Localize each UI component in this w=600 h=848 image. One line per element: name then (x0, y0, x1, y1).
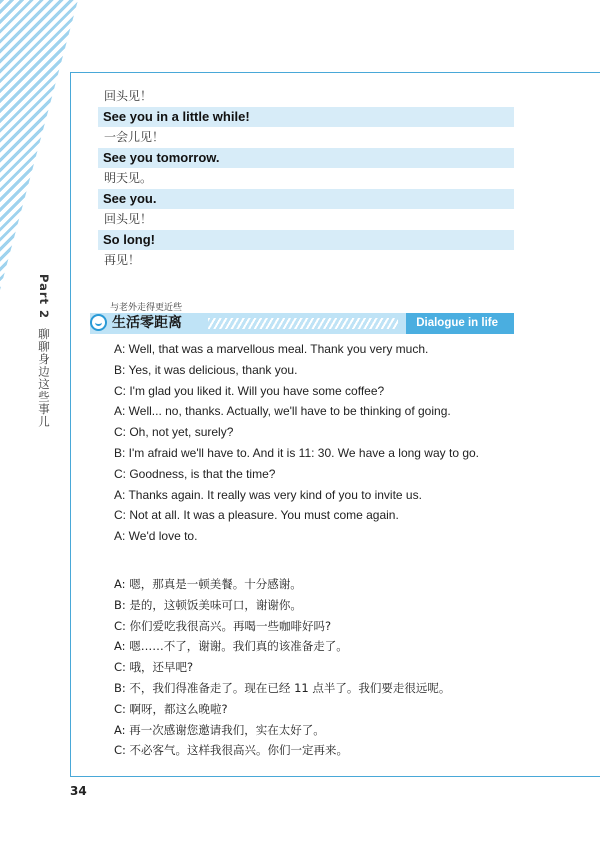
side-chapter-label (36, 274, 52, 428)
phrase-zh: 回头见！ (104, 212, 153, 226)
phrase-zh: 明天见。 (104, 171, 153, 185)
phrase-zh: 一会儿见！ (104, 130, 165, 144)
dialogue-line-en: B: Yes, it was delicious, thank you. (114, 362, 298, 377)
dialogue-spacer (114, 547, 534, 574)
dialogue-line-en: A: Well... no, thanks. Actually, we'll have to be thinking of going. (114, 404, 451, 419)
smiley-icon (90, 314, 107, 331)
dialogue-line-en: A: Well, that was a marvellous meal. Thank you very much. (114, 342, 429, 356)
side-part-label: Part 2 (37, 274, 51, 320)
dialogue-line-zh: B: 是的，这顿饭美味可口，谢谢你。 (114, 597, 302, 612)
dialogue-line-en: C: Not at all. It was a pleasure. You must come again. (114, 508, 399, 523)
dialogue-line-zh: B: 不，我们得准备走了。现在已经 11 点半了。我们要走很远呢。 (114, 680, 451, 695)
frame-top-line (70, 72, 600, 73)
dialogue-line-zh: A: 嗯……不了，谢谢。我们真的该准备走了。 (114, 639, 348, 654)
dialogue-line-zh: A: 再一次感谢您邀请我们，实在太好了。 (114, 722, 325, 737)
corner-stripe-decoration (0, 0, 78, 290)
phrase-zh: 再见！ (104, 253, 141, 267)
dialogue-line-en: C: I'm glad you liked it. Will you have some coffee? (114, 383, 385, 398)
dialogue-line-en: A: Thanks again. It really was very kind of you to invite us. (114, 487, 422, 502)
section-title-en: Dialogue in life (406, 313, 514, 334)
dialogue-line-zh: C: 不必客气。这样我很高兴。你们一定再来。 (114, 743, 349, 758)
frame-left-line (70, 72, 71, 777)
side-chapter-title: 聊聊身边这些事儿 (37, 327, 51, 428)
dialogue-line-en: C: Goodness, is that the time? (114, 466, 276, 481)
phrase-list (98, 86, 514, 271)
phrase-en: See you. (98, 189, 514, 209)
phrase-en: So long! (98, 230, 514, 250)
dialogue-line-zh: A: 嗯，那真是一顿美餐。十分感谢。 (114, 576, 302, 591)
section-title: 生活零距离 (112, 315, 182, 331)
dialogue-line-en: B: I'm afraid we'll have to. And it is 11: 30. We have a long way to go. (114, 445, 480, 460)
phrase-en: See you in a little while! (98, 107, 514, 127)
dialogue-line-en: C: Oh, not yet, surely? (114, 425, 234, 440)
phrase-en: See you tomorrow. (98, 148, 514, 168)
dialogue-block (114, 339, 534, 761)
dialogue-line-zh: C: 哦，还早吧? (114, 660, 194, 675)
dialogue-line-zh: C: 啊呀，都这么晚啦? (114, 701, 228, 716)
frame-bottom-line (70, 776, 600, 777)
banner-stripe-decoration (208, 318, 398, 329)
section-banner (90, 313, 514, 334)
page-number: 34 (70, 784, 87, 798)
dialogue-line-en: A: We'd love to. (114, 529, 198, 544)
dialogue-line-zh: C: 你们爱吃我很高兴。再喝一些咖啡好吗? (114, 618, 332, 633)
phrase-zh: 回头见！ (104, 89, 153, 103)
section-subtitle: 与老外走得更近些 (110, 303, 183, 313)
